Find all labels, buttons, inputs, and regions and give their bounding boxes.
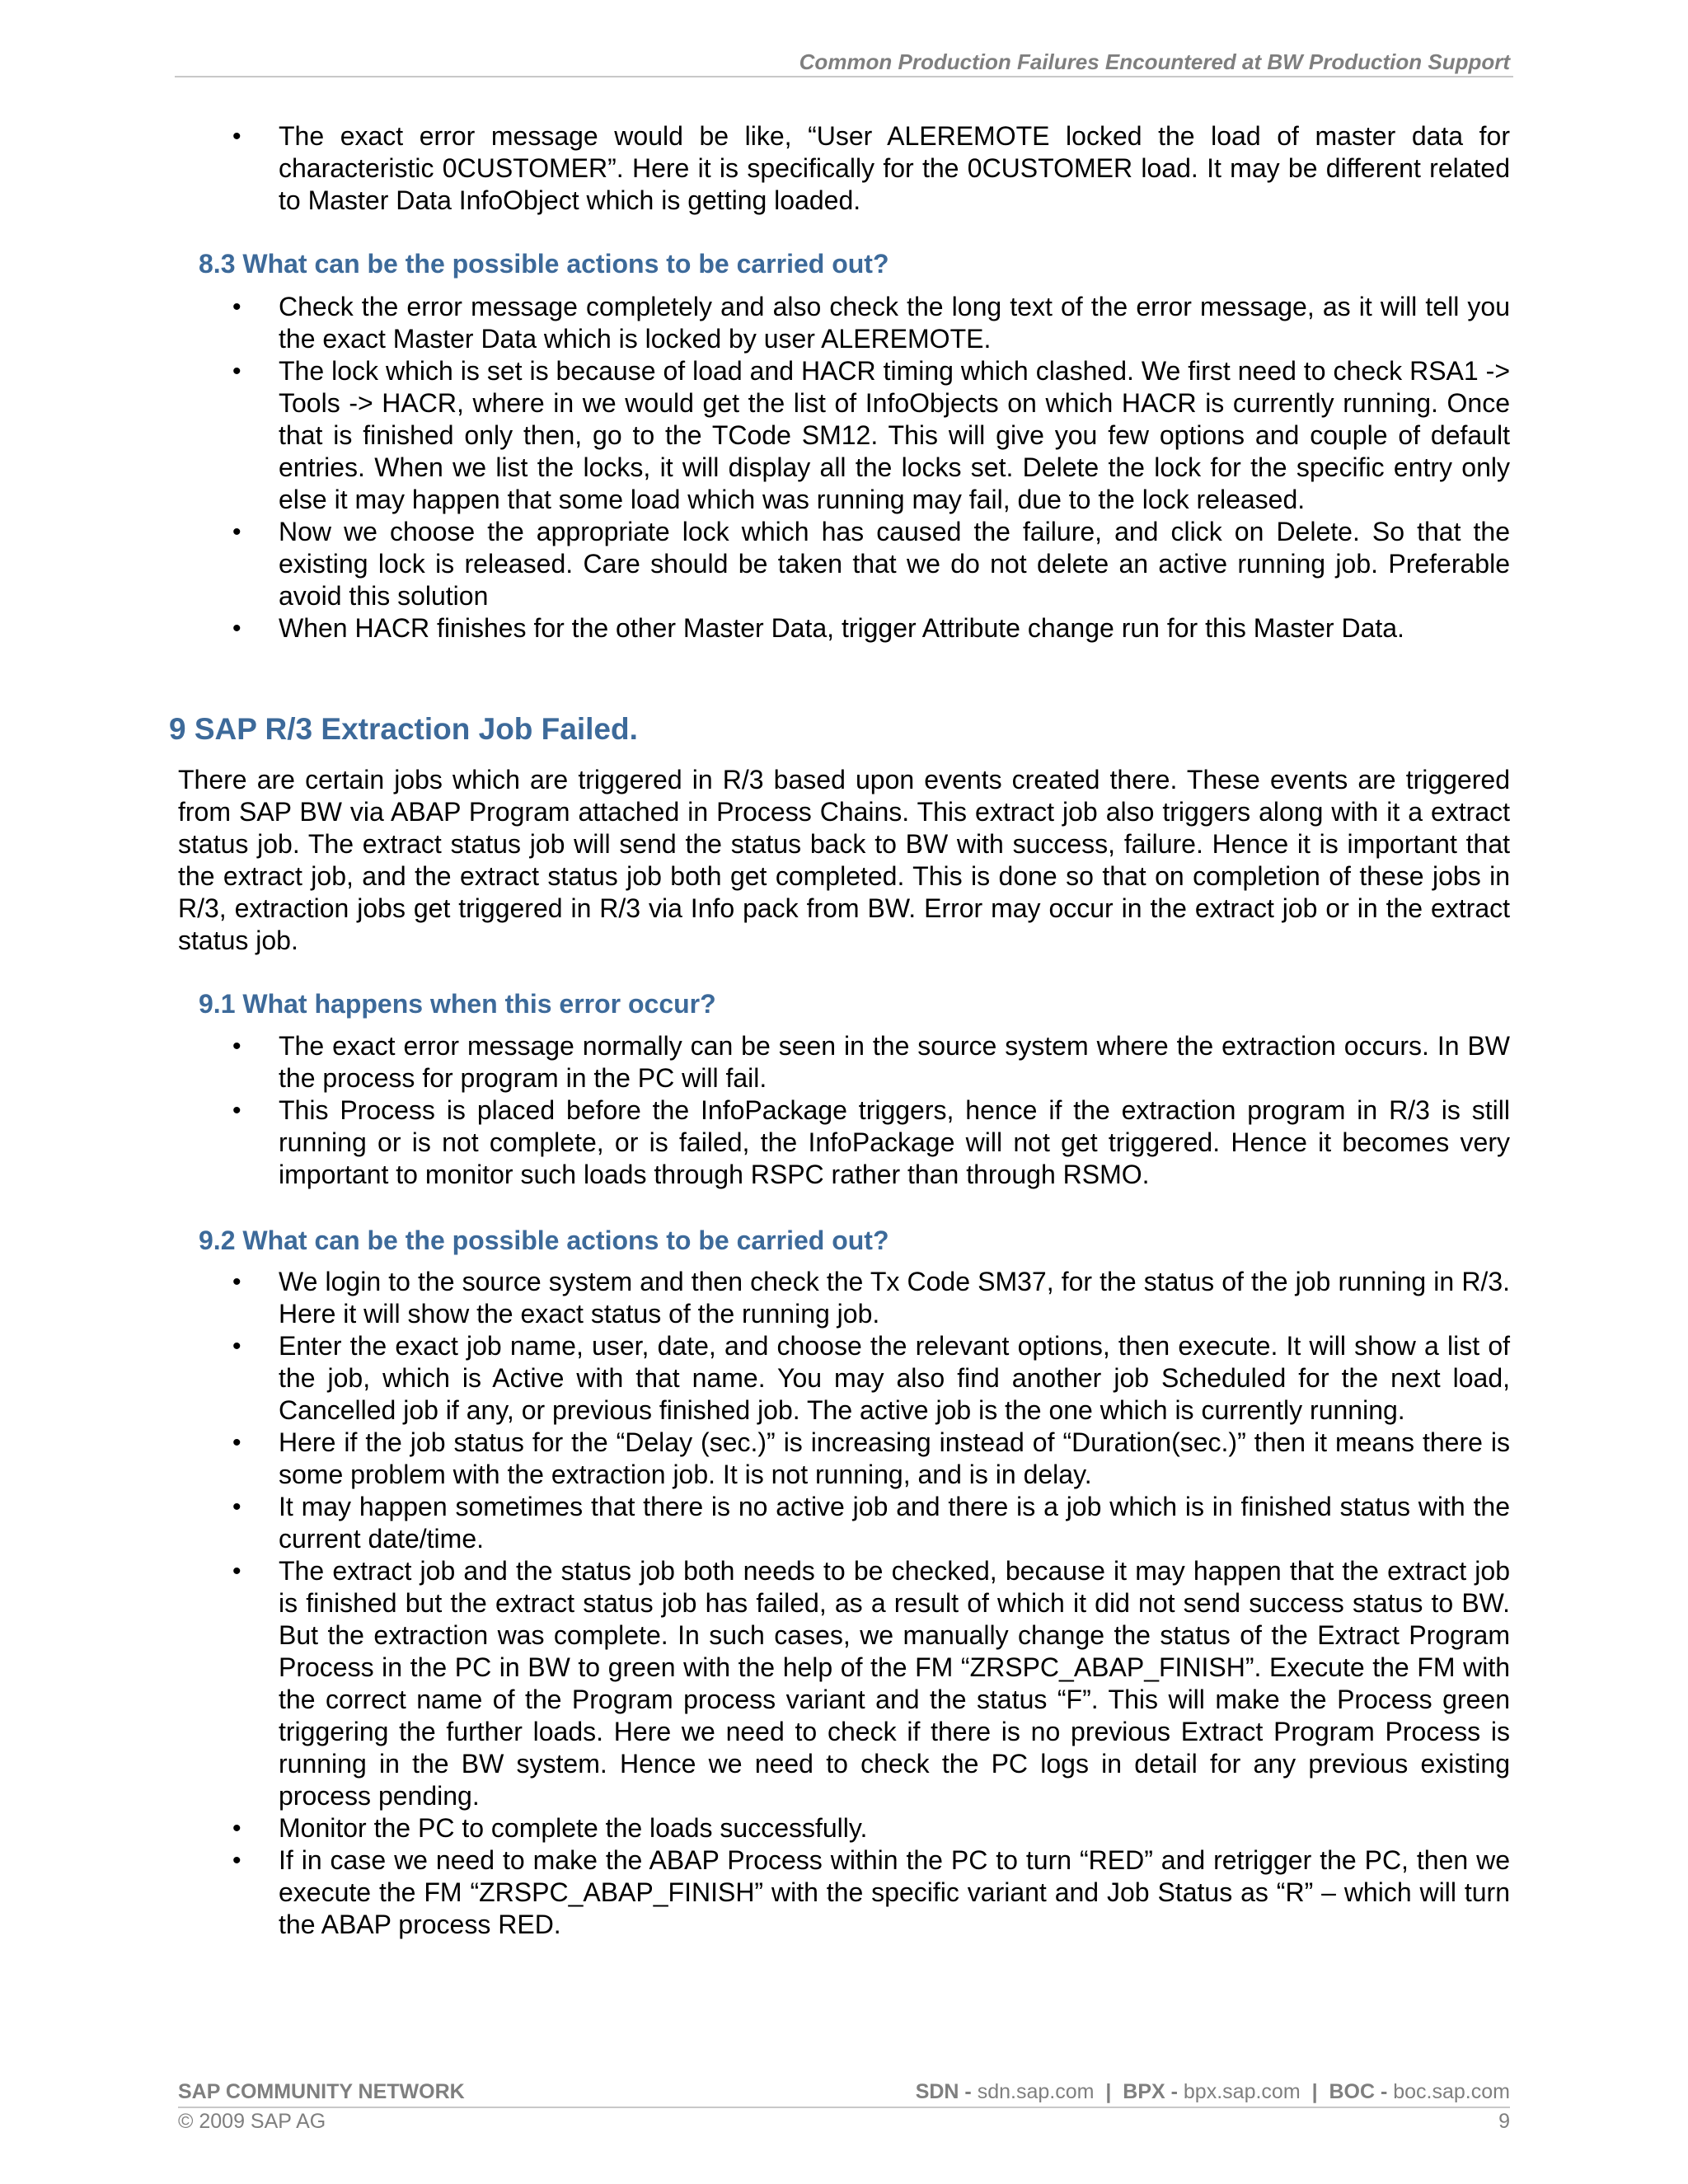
list-item-text: If in case we need to make the ABAP Process within the PC to turn “RED” and retrigger the PC, then we execute the FM “ZRSPC_ABAP_FINISH” with the specific variant and Job Status as “R” – which will turn the ABAP process RED. bbox=[279, 1845, 1510, 1939]
list-item-text: When HACR finishes for the other Master Data, trigger Attribute change run for this Master Data. bbox=[279, 613, 1404, 643]
list-item bbox=[227, 1330, 1510, 1427]
list-item bbox=[227, 612, 1510, 644]
footer-bottom bbox=[178, 2110, 1510, 2138]
bullet-icon: • bbox=[232, 615, 241, 642]
footer-network: SAP COMMUNITY NETWORK bbox=[178, 2080, 465, 2103]
list-item bbox=[227, 1094, 1510, 1191]
bullet-icon: • bbox=[232, 1493, 241, 1521]
bullet-icon: • bbox=[232, 518, 241, 546]
page-number: 9 bbox=[1498, 2110, 1510, 2133]
footer-boc-link[interactable]: boc.sap.com bbox=[1393, 2080, 1510, 2103]
list-item bbox=[227, 120, 1510, 217]
list-item bbox=[227, 1266, 1510, 1330]
footer-bpx-label: BPX - bbox=[1123, 2080, 1178, 2103]
footer-links bbox=[916, 2080, 1510, 2104]
list-item-text: The extract job and the status job both needs to be checked, because it may happen that the extract job is finished but the extract status job has failed, as a result of which it did not send success status to BW. But the extraction was complete. In such cases, we manually change the status of the Extract Program Process in the PC in BW to green with the help of the FM “ZRSPC_ABAP_FINISH”. Execute the FM with the correct name of the Program process variant and the status “F”. This will make the Process green triggering the further loads. Here we need to check if there is no previous Extract Program Process is running in the BW system. Hence we need to check the PC logs in detail for any previous existing process pending. bbox=[279, 1556, 1510, 1811]
list-item-text: This Process is placed before the InfoPackage triggers, hence if the extraction program in R/3 is still running or is not complete, or is failed, the InfoPackage will not get triggered. Hence it becomes very important to monitor such loads through RSPC rather than through RSMO. bbox=[279, 1095, 1510, 1189]
bullet-icon: • bbox=[232, 1333, 241, 1360]
list-item bbox=[227, 1844, 1510, 1941]
footer-sdn-link[interactable]: sdn.sap.com bbox=[977, 2080, 1095, 2103]
list-item-text: Check the error message completely and also check the long text of the error message, as it will tell you the exact Master Data which is locked by user ALEREMOTE. bbox=[279, 292, 1510, 354]
section-9-2-heading: 9.2 What can be the possible actions to be carried out? bbox=[199, 1226, 889, 1255]
list-item-text: Enter the exact job name, user, date, and choose the relevant options, then execute. It will show a list of the job, which is Active with that name. You may also find another job Scheduled for the next load, Cancelled job if any, or previous finished job. The active job is the one which is currently running. bbox=[279, 1331, 1510, 1425]
section-9-intro: There are certain jobs which are triggered in R/3 based upon events created there. These events are triggered from SAP BW via ABAP Program attached in Process Chains. This extract job also triggers along with it a extract status job. The extract status job will send the status back to BW with success, failure. Hence it is important that the extract job, and the extract status job both get completed. This is done so that on completion of these jobs in R/3, extraction jobs get triggered in R/3 via Info pack from BW. Error may occur in the extract job or in the extract status job. bbox=[178, 765, 1510, 955]
bullet-icon: • bbox=[232, 1558, 241, 1585]
list-item bbox=[227, 355, 1510, 516]
footer-boc-label: BOC - bbox=[1329, 2080, 1388, 2103]
bullet-icon: • bbox=[232, 1429, 241, 1456]
list-item-text: The exact error message would be like, “User ALEREMOTE locked the load of master data for characteristic 0CUSTOMER”. Here it is specifically for the 0CUSTOMER load. It may be different related to Master Data InfoObject which is getting loaded. bbox=[279, 121, 1510, 215]
list-item bbox=[227, 291, 1510, 355]
list-item-text: The exact error message normally can be seen in the source system where the extraction occurs. In BW the process for program in the PC will fail. bbox=[279, 1031, 1510, 1093]
footer-copyright: © 2009 SAP AG bbox=[178, 2110, 326, 2133]
footer-separator: | bbox=[1105, 2080, 1112, 2103]
section-9-2-list bbox=[227, 1266, 1510, 1941]
bullet-icon: • bbox=[232, 1097, 241, 1124]
bullet-icon: • bbox=[232, 293, 241, 321]
footer-bpx-link[interactable]: bpx.sap.com bbox=[1183, 2080, 1301, 2103]
section-8-3-heading: 8.3 What can be the possible actions to be carried out? bbox=[199, 249, 889, 279]
section-9-title: 9 SAP R/3 Extraction Job Failed. bbox=[169, 712, 638, 746]
list-item-text: Monitor the PC to complete the loads successfully. bbox=[279, 1813, 868, 1843]
list-item-text: Now we choose the appropriate lock which has caused the failure, and click on Delete. So that the existing lock is released. Care should be taken that we do not delete an active running job. Preferable avoid this solution bbox=[279, 517, 1510, 611]
header-title: Common Production Failures Encountered at BW Production Support bbox=[799, 49, 1510, 74]
list-item-text: Here if the job status for the “Delay (sec.)” is increasing instead of “Duration(sec.)” then it means there is some problem with the extraction job. It is not running, and is in delay. bbox=[279, 1427, 1510, 1489]
section-9-1-list bbox=[227, 1030, 1510, 1191]
list-item bbox=[227, 1555, 1510, 1812]
bullet-icon: • bbox=[232, 358, 241, 385]
section-9-1-heading: 9.1 What happens when this error occur? bbox=[199, 989, 716, 1019]
section-8-3-list bbox=[227, 291, 1510, 644]
footer-separator: | bbox=[1311, 2080, 1318, 2103]
list-item-text: The lock which is set is because of load and HACR timing which clashed. We first need to check RSA1 -> Tools -> HACR, where in we would get the list of InfoObjects on which HACR is currently running. Once that is finished only then, go to the TCode SM12. This will give you few options and couple of default entries. When we list the locks, it will display all the locks set. Delete the lock for the specific entry only else it may happen that some load which was running may fail, due to the lock released. bbox=[279, 356, 1510, 514]
list-item-text: We login to the source system and then check the Tx Code SM37, for the status of the job running in R/3. Here it will show the exact status of the running job. bbox=[279, 1267, 1510, 1329]
footer-top bbox=[178, 2079, 1510, 2108]
list-item bbox=[227, 1030, 1510, 1094]
page-header bbox=[175, 46, 1513, 77]
list-item-text: It may happen sometimes that there is no active job and there is a job which is in finished status with the current date/time. bbox=[279, 1492, 1510, 1554]
bullet-icon: • bbox=[232, 1268, 241, 1296]
bullet-icon: • bbox=[232, 1815, 241, 1842]
list-item bbox=[227, 516, 1510, 612]
bullet-icon: • bbox=[232, 1847, 241, 1874]
bullet-icon: • bbox=[232, 123, 241, 150]
list-item bbox=[227, 1491, 1510, 1555]
bullet-icon: • bbox=[232, 1033, 241, 1060]
top-bullet-list bbox=[227, 120, 1510, 217]
list-item bbox=[227, 1812, 1510, 1844]
list-item bbox=[227, 1427, 1510, 1491]
footer-sdn-label: SDN - bbox=[915, 2080, 972, 2103]
